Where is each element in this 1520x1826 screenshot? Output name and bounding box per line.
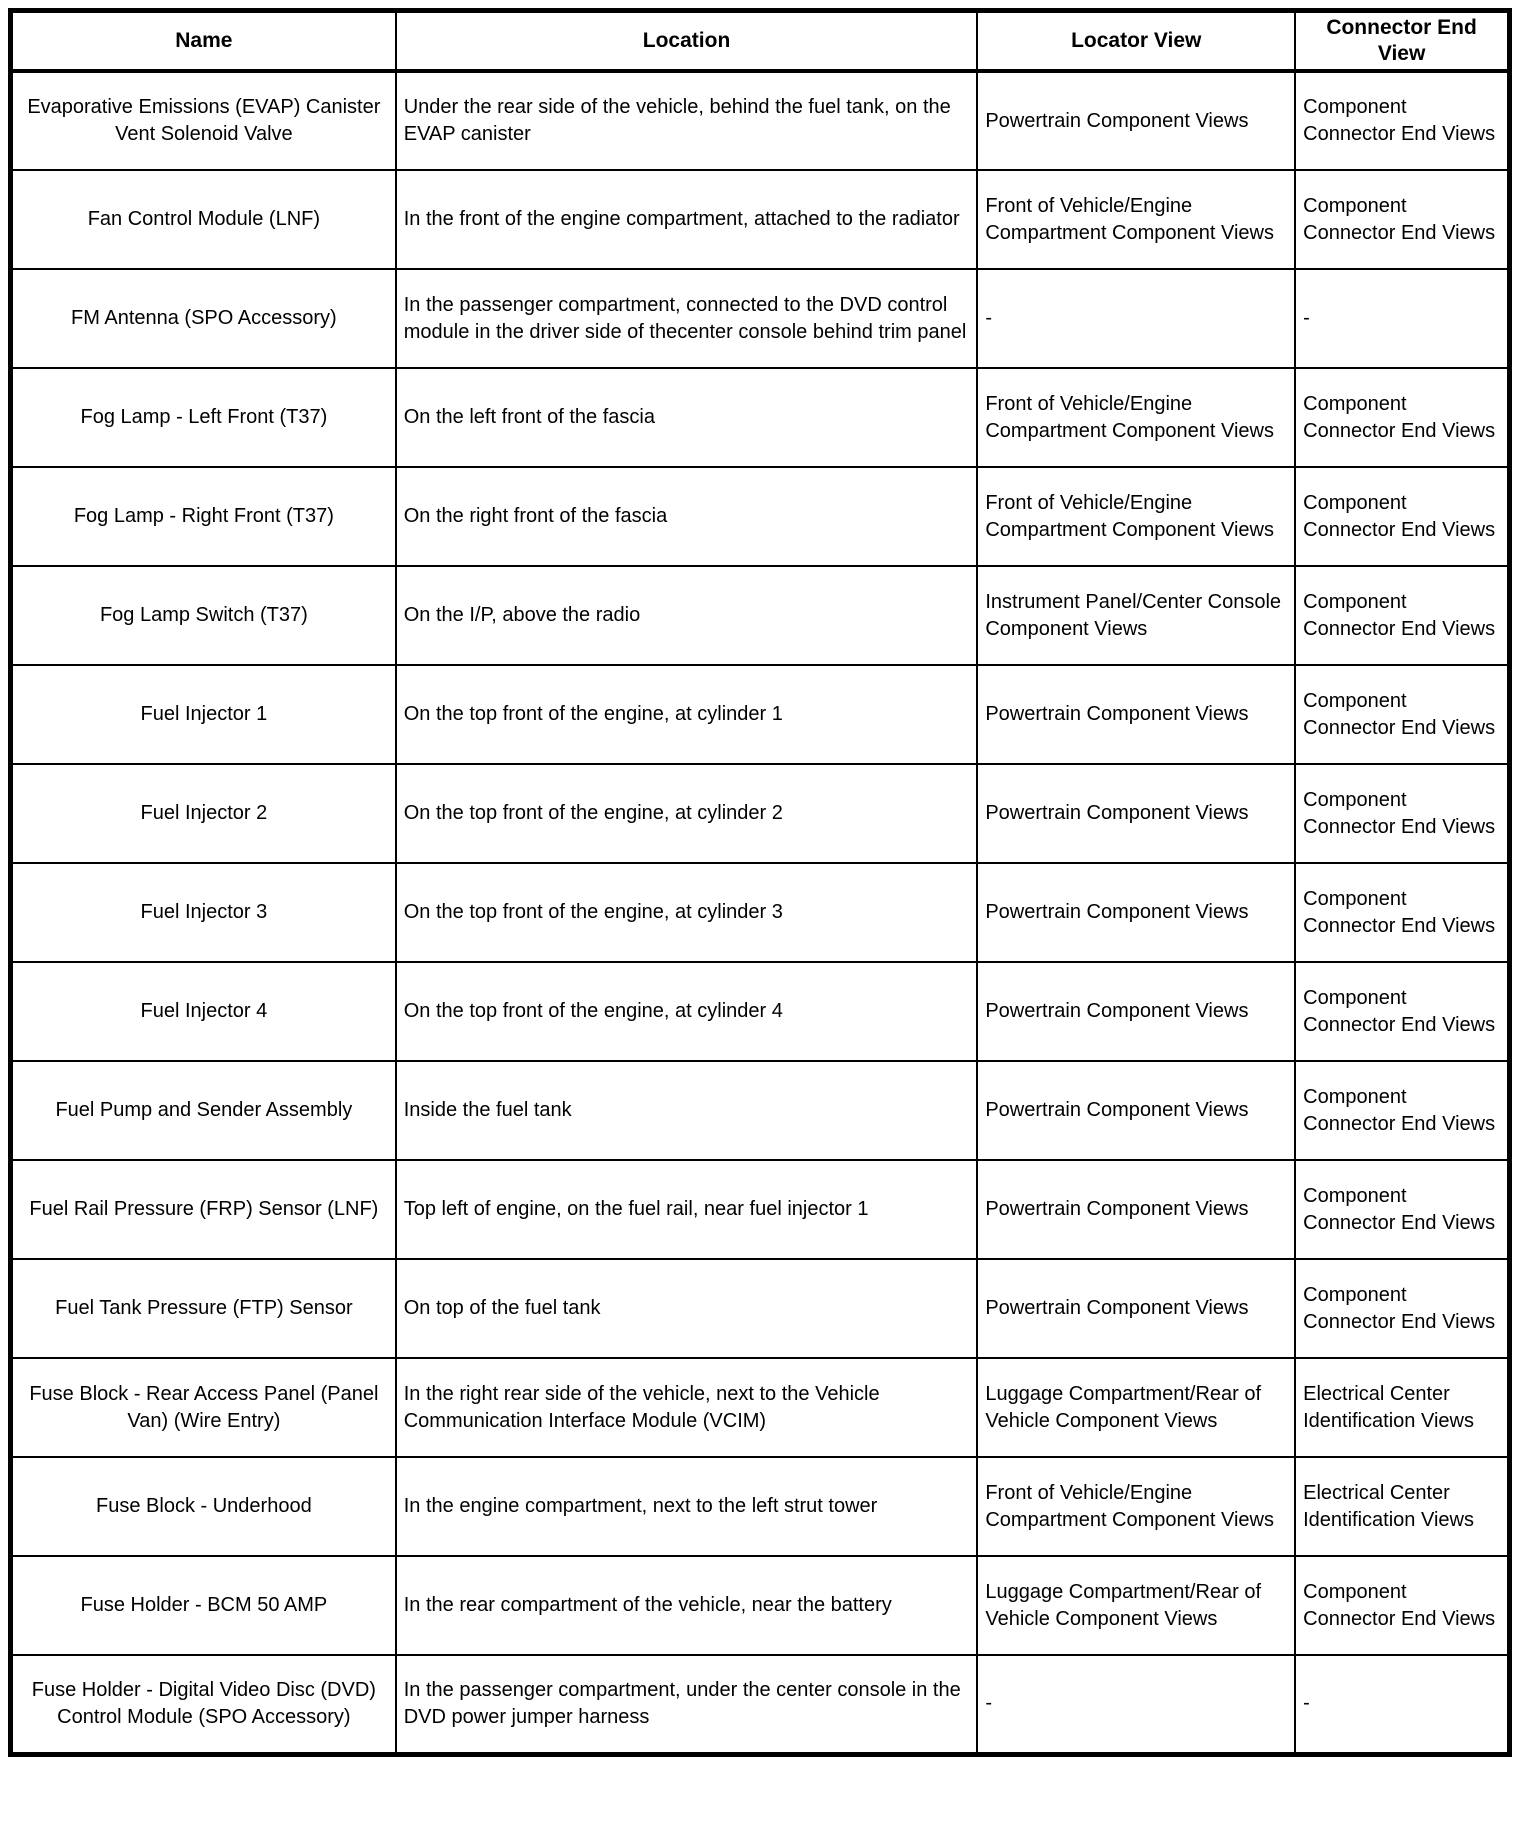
cell-name: Fuel Injector 1	[11, 665, 396, 764]
table-row	[11, 1457, 1510, 1556]
cell-locator-view: Front of Vehicle/Engine Compartment Component Views	[977, 170, 1295, 269]
cell-locator-view: Powertrain Component Views	[977, 1160, 1295, 1259]
cell-locator-view: -	[977, 1655, 1295, 1754]
table-row	[11, 1259, 1510, 1358]
cell-name: Fuel Injector 2	[11, 764, 396, 863]
cell-connector-end-view: Component Connector End Views	[1295, 467, 1509, 566]
cell-locator-view: Front of Vehicle/Engine Compartment Component Views	[977, 467, 1295, 566]
cell-location: On the top front of the engine, at cylinder 2	[396, 764, 978, 863]
table-row	[11, 1358, 1510, 1457]
table-row	[11, 467, 1510, 566]
cell-connector-end-view: Component Connector End Views	[1295, 863, 1509, 962]
cell-connector-end-view: Component Connector End Views	[1295, 1061, 1509, 1160]
cell-connector-end-view: Component Connector End Views	[1295, 764, 1509, 863]
cell-location: Top left of engine, on the fuel rail, near fuel injector 1	[396, 1160, 978, 1259]
table-row	[11, 368, 1510, 467]
table-row	[11, 1061, 1510, 1160]
table-row	[11, 71, 1510, 170]
cell-location: On the top front of the engine, at cylinder 1	[396, 665, 978, 764]
table-row	[11, 962, 1510, 1061]
table-row	[11, 566, 1510, 665]
column-header-name: Name	[11, 11, 396, 72]
cell-locator-view: Powertrain Component Views	[977, 71, 1295, 170]
cell-location: On the left front of the fascia	[396, 368, 978, 467]
cell-locator-view: Front of Vehicle/Engine Compartment Component Views	[977, 368, 1295, 467]
cell-locator-view: Powertrain Component Views	[977, 764, 1295, 863]
cell-connector-end-view: Electrical Center Identification Views	[1295, 1358, 1509, 1457]
cell-connector-end-view: Component Connector End Views	[1295, 1556, 1509, 1655]
cell-name: FM Antenna (SPO Accessory)	[11, 269, 396, 368]
cell-name: Fuse Holder - Digital Video Disc (DVD) Control Module (SPO Accessory)	[11, 1655, 396, 1754]
cell-location: On the I/P, above the radio	[396, 566, 978, 665]
cell-locator-view: Front of Vehicle/Engine Compartment Component Views	[977, 1457, 1295, 1556]
cell-name: Fuel Tank Pressure (FTP) Sensor	[11, 1259, 396, 1358]
column-header-connector-end-view: Connector End View	[1295, 11, 1509, 72]
cell-location: Under the rear side of the vehicle, behind the fuel tank, on the EVAP canister	[396, 71, 978, 170]
cell-name: Fuel Pump and Sender Assembly	[11, 1061, 396, 1160]
table-row	[11, 1655, 1510, 1754]
cell-location: On the top front of the engine, at cylinder 4	[396, 962, 978, 1061]
table-row	[11, 269, 1510, 368]
cell-locator-view: Powertrain Component Views	[977, 962, 1295, 1061]
cell-location: On the top front of the engine, at cylinder 3	[396, 863, 978, 962]
table-row	[11, 764, 1510, 863]
cell-locator-view: Luggage Compartment/Rear of Vehicle Component Views	[977, 1358, 1295, 1457]
component-location-table	[8, 8, 1512, 1757]
cell-locator-view: Luggage Compartment/Rear of Vehicle Component Views	[977, 1556, 1295, 1655]
table-row	[11, 1160, 1510, 1259]
cell-location: In the front of the engine compartment, attached to the radiator	[396, 170, 978, 269]
cell-location: In the rear compartment of the vehicle, near the battery	[396, 1556, 978, 1655]
cell-location: In the passenger compartment, connected to the DVD control module in the driver side of thecenter console behind trim panel	[396, 269, 978, 368]
cell-name: Fog Lamp - Right Front (T37)	[11, 467, 396, 566]
cell-locator-view: Powertrain Component Views	[977, 1061, 1295, 1160]
cell-connector-end-view: Component Connector End Views	[1295, 170, 1509, 269]
cell-location: On top of the fuel tank	[396, 1259, 978, 1358]
cell-name: Evaporative Emissions (EVAP) Canister Vent Solenoid Valve	[11, 71, 396, 170]
cell-locator-view: Powertrain Component Views	[977, 665, 1295, 764]
table-row	[11, 170, 1510, 269]
cell-name: Fuel Injector 4	[11, 962, 396, 1061]
cell-connector-end-view: Component Connector End Views	[1295, 71, 1509, 170]
cell-name: Fuel Injector 3	[11, 863, 396, 962]
cell-name: Fog Lamp Switch (T37)	[11, 566, 396, 665]
cell-name: Fuel Rail Pressure (FRP) Sensor (LNF)	[11, 1160, 396, 1259]
cell-locator-view: Powertrain Component Views	[977, 863, 1295, 962]
cell-name: Fuse Block - Rear Access Panel (Panel Van) (Wire Entry)	[11, 1358, 396, 1457]
cell-locator-view: -	[977, 269, 1295, 368]
table-row	[11, 665, 1510, 764]
header-row	[11, 11, 1510, 72]
cell-connector-end-view: Component Connector End Views	[1295, 1259, 1509, 1358]
cell-connector-end-view: -	[1295, 1655, 1509, 1754]
cell-location: On the right front of the fascia	[396, 467, 978, 566]
table-row	[11, 863, 1510, 962]
cell-connector-end-view: Component Connector End Views	[1295, 368, 1509, 467]
cell-connector-end-view: Electrical Center Identification Views	[1295, 1457, 1509, 1556]
cell-locator-view: Instrument Panel/Center Console Component Views	[977, 566, 1295, 665]
column-header-location: Location	[396, 11, 978, 72]
cell-name: Fog Lamp - Left Front (T37)	[11, 368, 396, 467]
cell-connector-end-view: Component Connector End Views	[1295, 962, 1509, 1061]
cell-location: In the passenger compartment, under the center console in the DVD power jumper harness	[396, 1655, 978, 1754]
cell-connector-end-view: Component Connector End Views	[1295, 1160, 1509, 1259]
cell-connector-end-view: Component Connector End Views	[1295, 665, 1509, 764]
cell-name: Fuse Block - Underhood	[11, 1457, 396, 1556]
cell-location: Inside the fuel tank	[396, 1061, 978, 1160]
cell-locator-view: Powertrain Component Views	[977, 1259, 1295, 1358]
column-header-locator-view: Locator View	[977, 11, 1295, 72]
table-row	[11, 1556, 1510, 1655]
cell-location: In the right rear side of the vehicle, next to the Vehicle Communication Interface Module (VCIM)	[396, 1358, 978, 1457]
cell-connector-end-view: Component Connector End Views	[1295, 566, 1509, 665]
cell-name: Fan Control Module (LNF)	[11, 170, 396, 269]
cell-connector-end-view: -	[1295, 269, 1509, 368]
cell-name: Fuse Holder - BCM 50 AMP	[11, 1556, 396, 1655]
cell-location: In the engine compartment, next to the left strut tower	[396, 1457, 978, 1556]
